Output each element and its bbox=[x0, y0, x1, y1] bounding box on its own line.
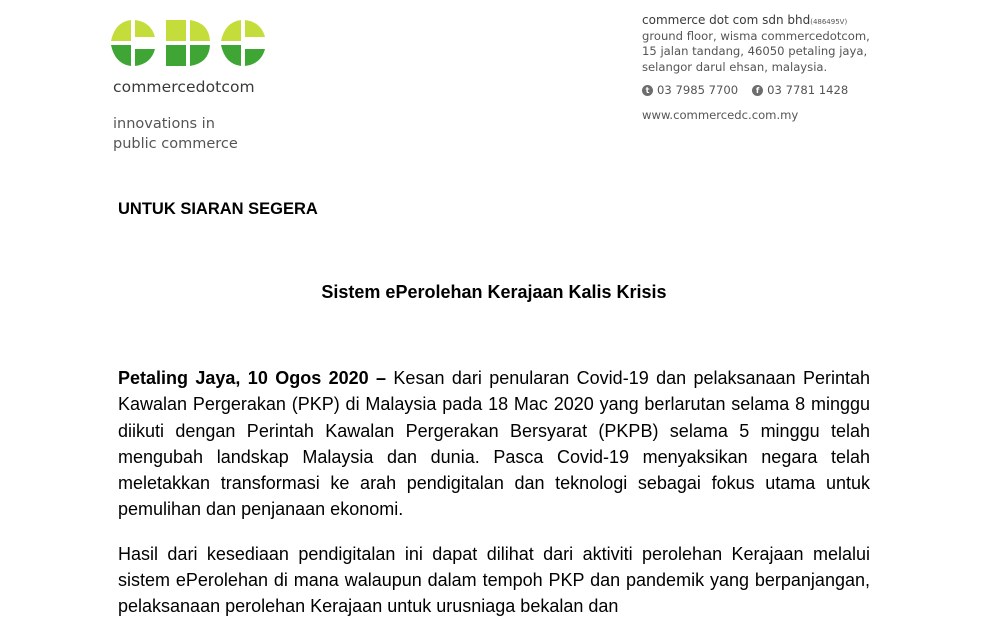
company-logo bbox=[110, 17, 266, 69]
company-details bbox=[642, 13, 870, 75]
paragraph-text: Kesan dari penularan Covid-19 dan pelaksanaan Perintah Kawalan Pergerakan (PKP) di Malaysia pada 18 Mac 2020 yang berlarutan selama 8 minggu diikuti dengan Perintah Kawalan Pergerakan Bersyarat (PKPB) selama 5 minggu telah mengubah landskap Malaysia dan dunia. Pasca Covid-19 menyaksikan negara telah meletakkan transformasi ke arah pendigitalan dan teknologi sebagai fokus utama untuk pemulihan dan penjanaan ekonomi. bbox=[118, 368, 871, 520]
paragraph-text: Hasil dari kesediaan pendigitalan ini dapat dilihat dari aktiviti perolehan Kerajaan melalui sistem ePerolehan di mana walaupun dalam tempoh PKP dan pandemik yang berpanjangan, pelaksanaan perolehan Kerajaan untuk urusniaga bekalan dan bbox=[118, 543, 870, 617]
contact-numbers bbox=[642, 83, 848, 97]
address-line: ground floor, wisma commercedotcom, bbox=[642, 28, 870, 43]
telephone-icon: t bbox=[642, 85, 653, 96]
tagline-line: innovations in bbox=[113, 116, 215, 132]
release-label: UNTUK SIARAN SEGERA bbox=[118, 200, 318, 218]
body-paragraph bbox=[118, 541, 870, 620]
brand-tagline bbox=[113, 114, 238, 154]
company-name: commerce dot com sdn bhd bbox=[642, 13, 811, 27]
logo-mark-d bbox=[165, 17, 211, 69]
press-release-body bbox=[118, 365, 870, 620]
fax-icon: f bbox=[752, 85, 763, 96]
logo-mark-c-2 bbox=[220, 17, 266, 69]
logo-mark-group bbox=[110, 17, 266, 69]
address-line: 15 jalan tandang, 46050 petaling jaya, bbox=[642, 44, 868, 58]
brand-name: commercedotcom bbox=[113, 78, 255, 96]
website-link[interactable]: www.commercedc.com.my bbox=[642, 108, 799, 122]
company-registration: (486495V) bbox=[810, 18, 848, 26]
phone-number: 03 7985 7700 bbox=[657, 83, 739, 97]
press-release-headline: Sistem ePerolehan Kerajaan Kalis Krisis bbox=[321, 282, 667, 302]
fax-number: 03 7781 1428 bbox=[767, 83, 849, 97]
body-paragraph bbox=[118, 365, 870, 523]
dateline: Petaling Jaya, 10 Ogos 2020 – bbox=[118, 368, 387, 388]
logo-mark-c bbox=[110, 17, 156, 69]
tagline-line: public commerce bbox=[113, 136, 238, 152]
address-line: selangor darul ehsan, malaysia. bbox=[642, 59, 828, 74]
